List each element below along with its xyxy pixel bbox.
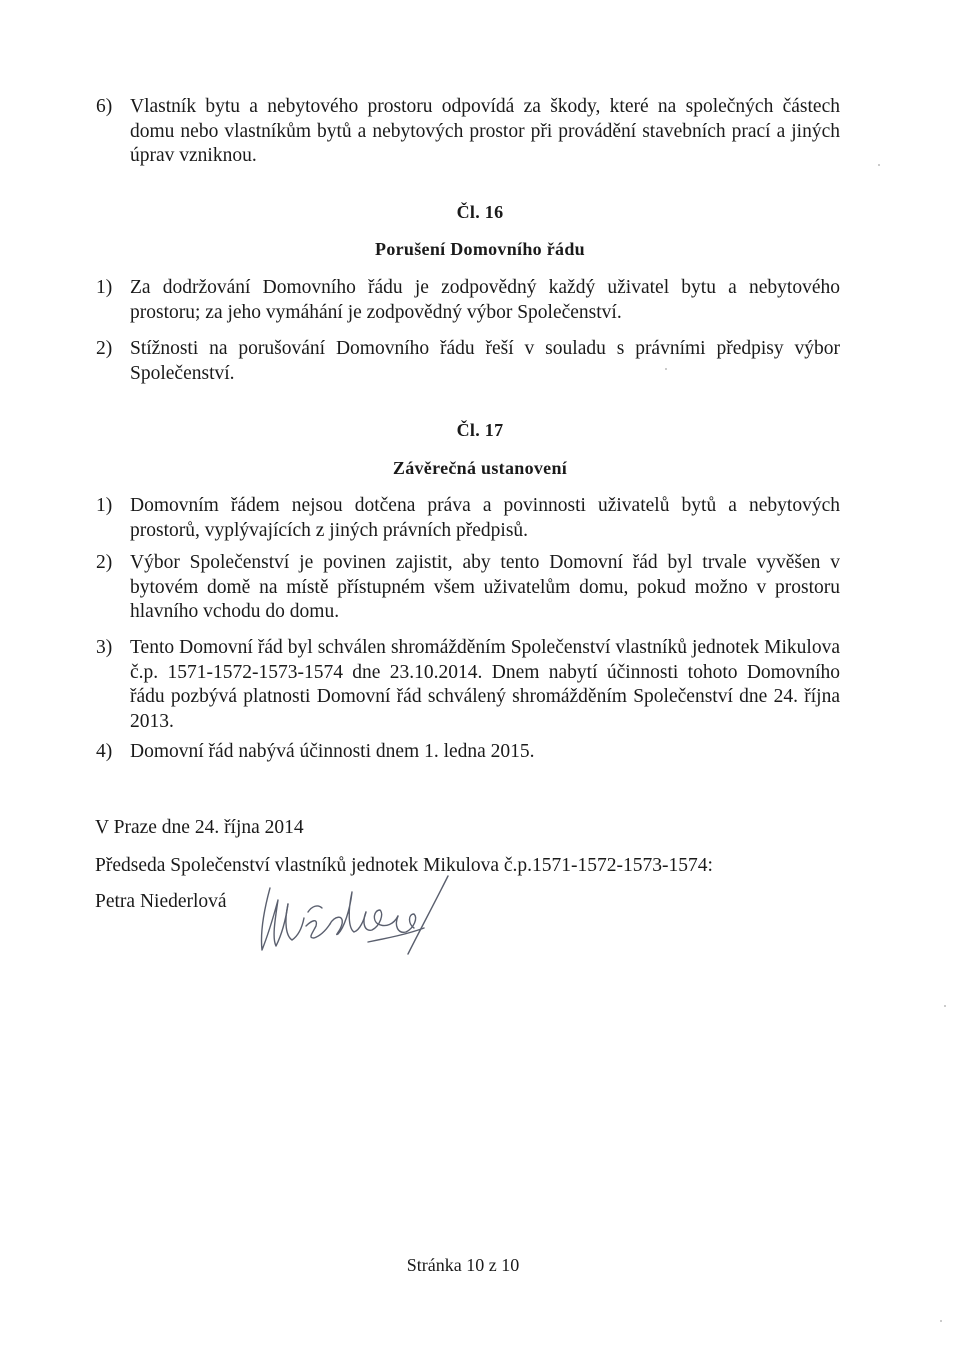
item-number: 6) — [96, 96, 113, 117]
item-number: 4) — [96, 741, 113, 762]
signatory-name: Petra Niederlová — [95, 891, 227, 912]
chair-line: Předseda Společenství vlastníků jednotek Mikulova č.p.1571-1572-1573-1574: — [95, 855, 713, 876]
list-item — [96, 740, 840, 765]
scan-speck — [944, 1005, 946, 1007]
item-text: Domovní řád nabývá účinnosti dnem 1. ledna 2015. — [130, 741, 535, 762]
list-item — [96, 337, 840, 386]
item-text: Za dodržování Domovního řádu je zodpovědný každý uživatel bytu a nebytového prostoru; za jeho vymáhání je zodpovědný výbor Společenství. — [130, 277, 840, 323]
item-number: 1) — [96, 277, 113, 298]
item-number: 1) — [96, 495, 113, 516]
item-text: Domovním řádem nejsou dotčena práva a povinnosti uživatelů bytů a nebytových prostorů, vyplývajících z jiných právních předpisů. — [130, 495, 840, 541]
signature-image — [248, 870, 478, 970]
article-number: Čl. 17 — [456, 420, 504, 440]
scan-speck — [665, 368, 667, 370]
place-date: V Praze dne 24. října 2014 — [95, 817, 304, 838]
article-title: Porušení Domovního řádu — [375, 239, 585, 259]
article-title: Závěrečná ustanovení — [392, 458, 568, 478]
page-number: Stránka 10 z 10 — [406, 1255, 520, 1275]
list-item — [96, 551, 840, 625]
item-text: Výbor Společenství je povinen zajistit, aby tento Domovní řád byl trvale vyvěšen v bytovém domě na místě přístupném všem uživatelům domu, pokud možno v prostoru hlavního vchodu do domu. — [130, 552, 840, 622]
item-text: Vlastník bytu a nebytového prostoru odpovídá za škody, které na společných částech domu nebo vlastníkům bytů a nebytových prostor při provádění stavebních prací a jiných úprav vzniknou. — [130, 96, 840, 166]
item-number: 3) — [96, 637, 113, 658]
item-text: Tento Domovní řád byl schválen shromážděním Společenství vlastníků jednotek Mikulova č.p. 1571-1572-1573-1574 dne 23.10.2014. Dnem nabytí účinnosti tohoto Domovního řádu pozbývá platnosti Domovní řád schválený shromážděním Společenství dne 24. října 2013. — [130, 637, 840, 732]
scan-speck — [878, 164, 880, 166]
list-item — [96, 276, 840, 325]
item-text: Stížnosti na porušování Domovního řádu řeší v souladu s právními předpisy výbor Společenství. — [130, 338, 840, 384]
list-item — [96, 95, 840, 169]
item-number: 2) — [96, 338, 113, 359]
article-number: Čl. 16 — [456, 202, 504, 222]
list-item — [96, 636, 840, 734]
scan-speck — [940, 1320, 942, 1322]
item-number: 2) — [96, 552, 113, 573]
list-item — [96, 494, 840, 543]
